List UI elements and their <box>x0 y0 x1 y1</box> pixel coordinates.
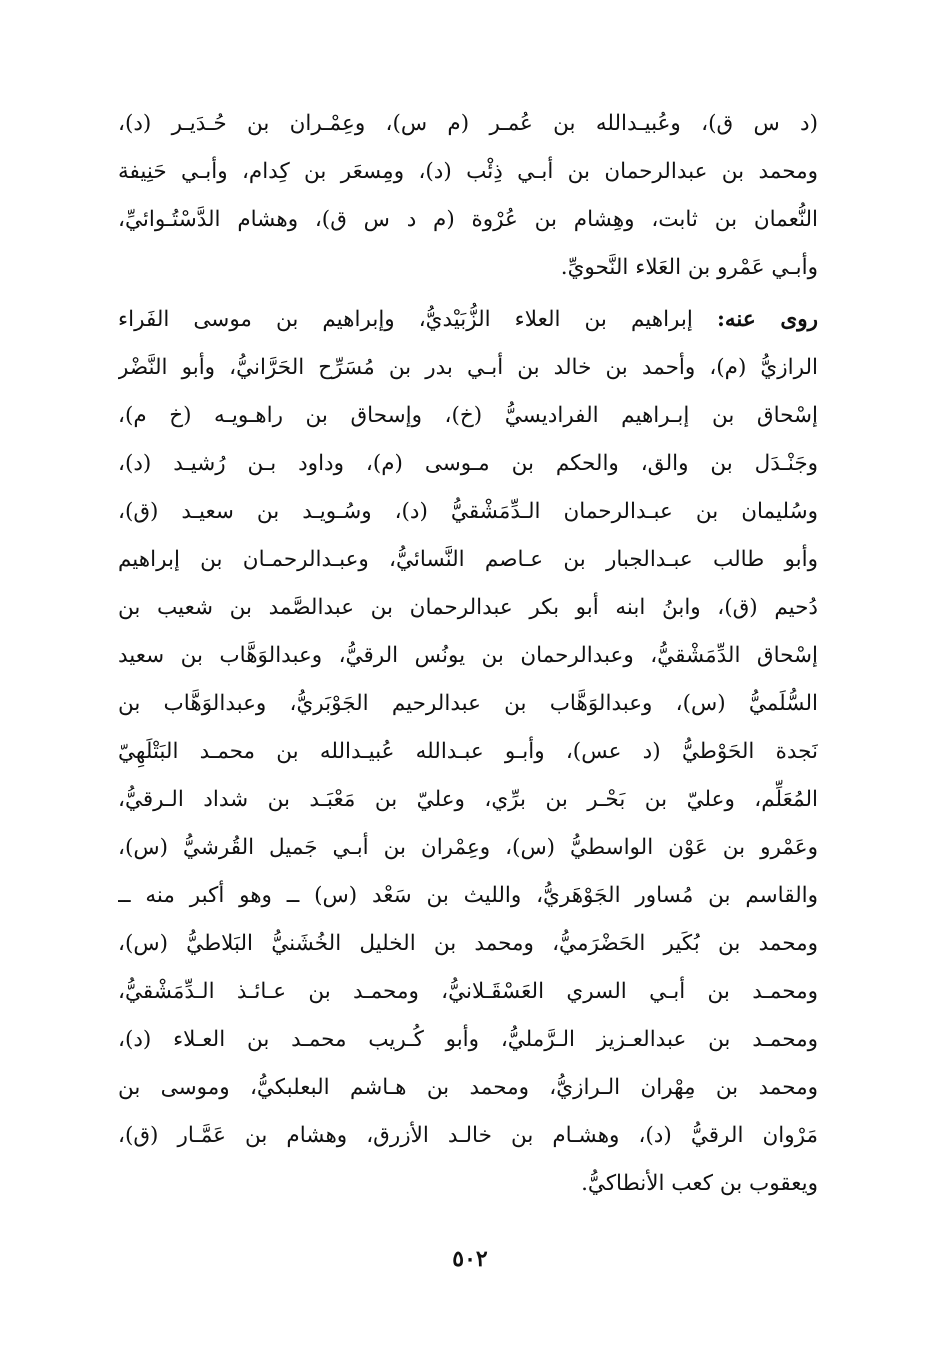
text-line: والقاسم بن مُساور الجَوْهَريُّ، والليث بن سَعْد (س) ــ وهو أكبر منه ــ <box>118 883 818 908</box>
text-line: النُّعمان بن ثابت، وهِشام بن عُرْوة (م د س ق)، وهشام الدَّسْتُـوائيِّ، <box>118 207 818 232</box>
text-line: وأبو طالب عبـدالجبار بن عـاصم النَّسائيُّ، وعبـدالرحمـان بن إبراهيم <box>118 547 818 572</box>
text-line: إسْحاق بن إبـراهيم الفراديسيُّ (خ)، وإسحاق بن راهـويـه (خ م)، <box>118 403 818 428</box>
text-line: ويعقوب بن كعب الأنطاكيُّ. <box>581 1171 818 1196</box>
paragraph-students <box>118 296 818 1208</box>
text-line: إسْحاق الدِّمَشْقيُّ، وعبدالرحمان بن يونُس الرقيُّ، وعبدالوَهَّاب بن سعيد <box>118 643 818 668</box>
text-line: السُّلَميُّ (س)، وعبدالوَهَّاب بن عبدالرحيم الجَوْبَريُّ، وعبدالوَهَّاب بن <box>118 691 818 716</box>
paragraph-teachers <box>118 100 818 292</box>
text-line: (د س ق)، وعُبيـدالله بن عُمـر (م س)، وعِمْـران بن حُـدَيـر (د)، <box>118 111 818 136</box>
text-line: وعَمْرو بن عَوْن الواسطيُّ (س)، وعِمْران بن أبـي جَميل القُرشيُّ (س)، <box>118 835 818 860</box>
narrated-by-label: روى عنه: <box>716 307 818 332</box>
page-number: ٥٠٢ <box>452 1246 488 1272</box>
text-line-rest: إبراهيم بن العلاء الزُّبَيْديُّ، وإبراهيم بن موسى الفَراء <box>118 307 693 332</box>
main-text <box>118 100 818 1208</box>
text-line: نَجدة الحَوْطيُّ (د عس)، وأبـو عبـدالله عُبيـدالله بن محمـد البَتْلَهِيّ <box>118 739 818 764</box>
text-line: ومحمـد بن أبـي السري العَسْقَـلانيُّ، ومحمـد بن عـائـذ الـدِّمَشْقيُّ، <box>118 979 818 1004</box>
text-line-first <box>118 296 818 344</box>
text-line: وأبـي عَمْرو بن العَلاء النَّحويِّ. <box>560 255 818 280</box>
text-line: دُحيم (ق)، وابنُ ابنه أبو بكر عبدالرحمان بن عبدالصَّمد بن شعيب بن <box>118 595 818 620</box>
text-line: المُعَلِّم، وعليّ بن بَحْـر بن برِّي، وعليّ بن مَعْبَـد بن شداد الـرقيُّ، <box>118 787 818 812</box>
text-line: مَرْوان الرقيُّ (د)، وهشـام بن خالـد الأزرق، وهشام بن عَمَّـار (ق)، <box>118 1123 818 1148</box>
text-line: وسُليمان بن عبـدالرحمان الـدِّمَشْقيُّ (د)، وسُـويـد بن سعيـد (ق)، <box>118 499 818 524</box>
text-line: ومحمد بن بُكَير الحَضْرَميُّ، ومحمد بن الخليل الخُشَنيُّ البَلاطيُّ (س)، <box>118 931 818 956</box>
text-line: وجَنْـدَل بن والق، والحكم بن مـوسى (م)، وداود بـن رُشيـد (د)، <box>118 451 818 476</box>
text-line: ومحمـد بن عبدالعـزيز الـرَّمليُّ، وأبو كُـريب محمـد بن العـلاء (د)، <box>118 1027 818 1052</box>
text-line: الرازيُّ (م)، وأحمد بن خالد بن أبـي بدر بن مُسَرِّح الحَرَّانيُّ، وأبو النَّضْر <box>118 355 818 380</box>
text-line: ومحمد بن مِهْران الـرازيُّ، ومحمد بن هـاشم البعلبكيُّ، وموسى بن <box>118 1075 818 1100</box>
text-line: ومحمد بن عبدالرحمان بن أبـي ذِئْب (د)، ومِسعَر بن كِدام، وأبـي حَنِيفة <box>118 159 818 184</box>
